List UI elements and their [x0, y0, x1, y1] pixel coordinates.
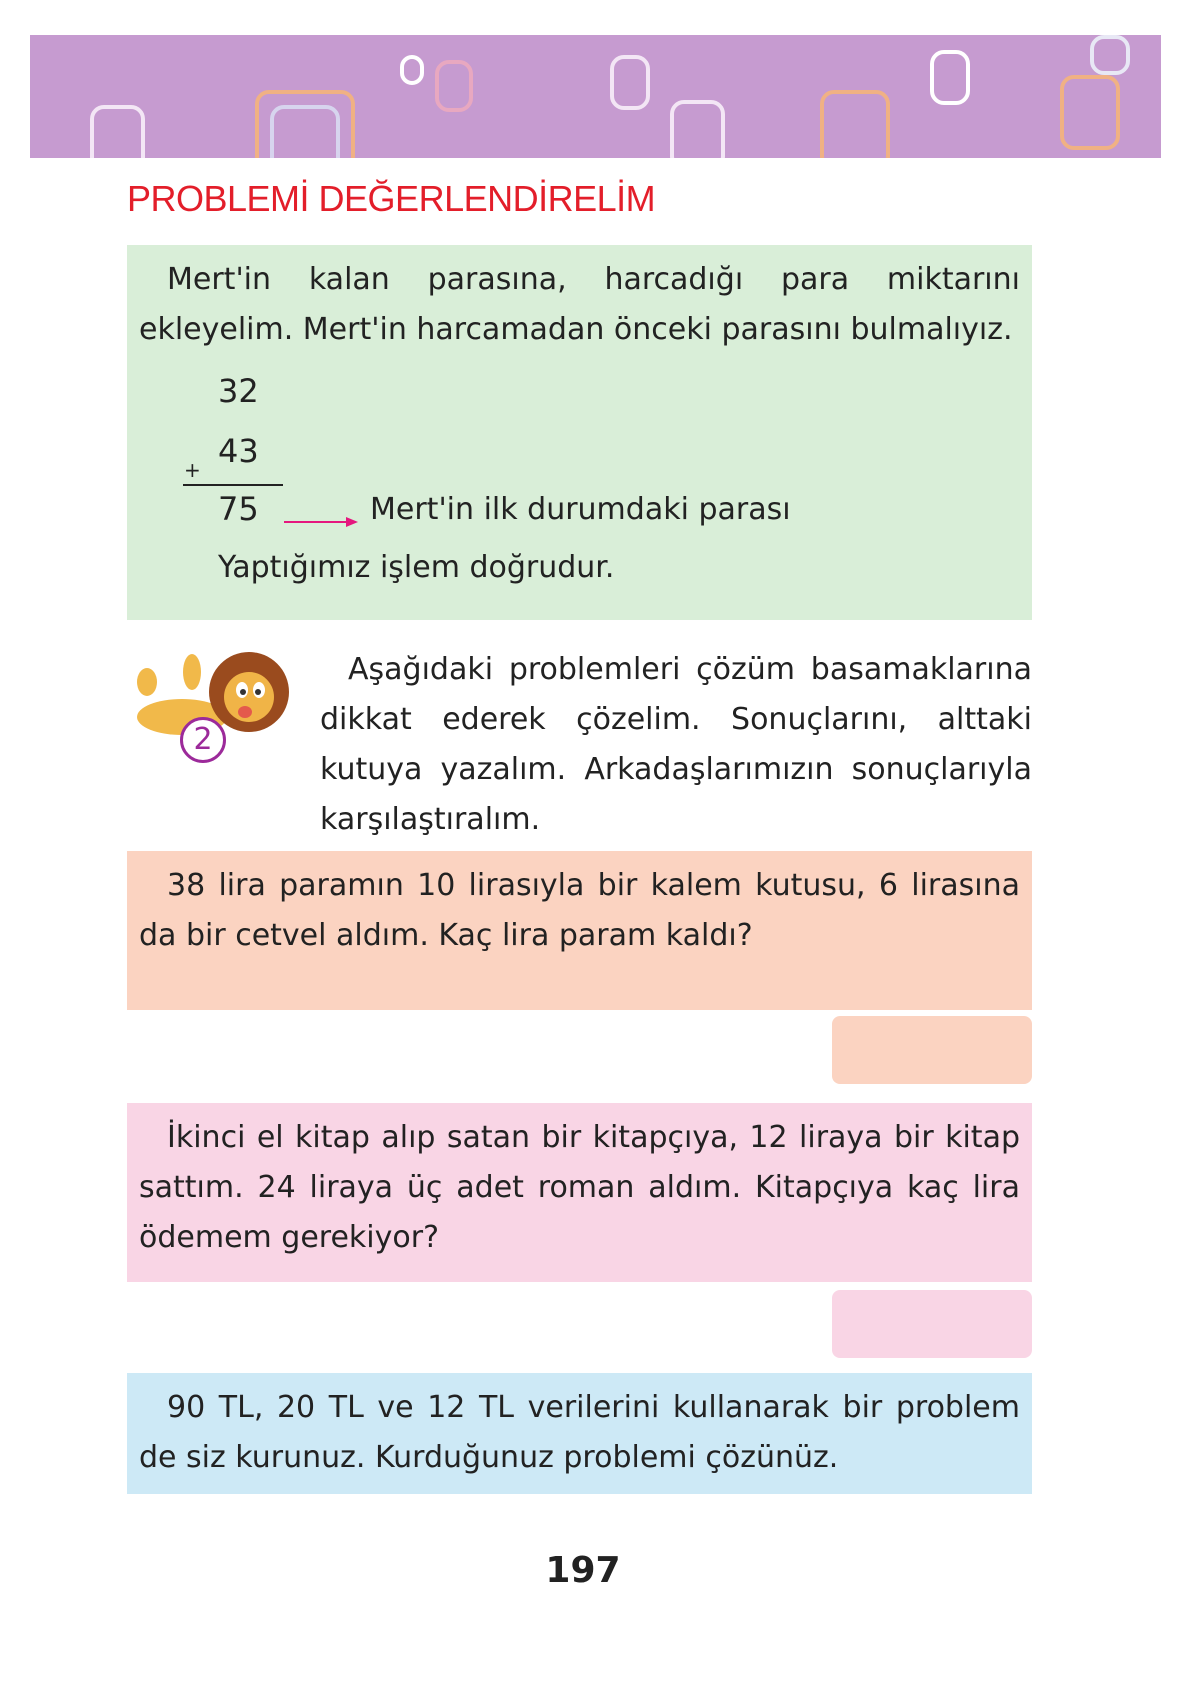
pattern-shape: [1090, 35, 1130, 75]
conclusion: Yaptığımız işlem doğrudur.: [218, 550, 615, 585]
evaluation-text: Mert'in kalan parasına, harcadığı para miktarını ekleyelim. Mert'in harcamadan önceki parasını bulmalıyız.: [139, 262, 1020, 347]
pattern-shape: [610, 55, 650, 110]
pattern-shape: [400, 55, 424, 85]
addend-2: 43: [218, 432, 259, 470]
problem-text: 90 TL, 20 TL ve 12 TL verilerini kullanarak bir problem de siz kurunuz. Kurduğunuz problemi çözünüz.: [139, 1390, 1020, 1475]
sum-line: [183, 484, 283, 486]
plus-sign: +: [184, 458, 201, 482]
pattern-shape: [270, 105, 340, 158]
section-title: PROBLEMİ DEĞERLENDİRELİM: [127, 178, 656, 219]
arrow-icon: [284, 515, 359, 529]
pattern-shape: [930, 50, 970, 105]
addend-1: 32: [218, 372, 259, 410]
answer-box-2[interactable]: [832, 1290, 1032, 1358]
pattern-shape: [435, 60, 473, 112]
problem-box-2: [127, 1103, 1032, 1282]
sum-label: Mert'in ilk durumdaki parası: [370, 492, 791, 527]
instructions-text: Aşağıdaki problemleri çözüm basamaklarına dikkat ederek çözelim. Sonuçlarını, alttaki kutuya yazalım. Arkadaşlarımızın sonuçlarıyla karşılaştıralım.: [320, 652, 1032, 837]
problem-text: 38 lira paramın 10 lirasıyla bir kalem kutusu, 6 lirasına da bir cetvel aldım. Kaç lira param kaldı?: [139, 868, 1020, 953]
pattern-shape: [1060, 75, 1120, 150]
problem-box-3: [127, 1373, 1032, 1494]
pattern-shape: [670, 100, 725, 158]
pattern-shape: [90, 105, 145, 158]
problem-text: İkinci el kitap alıp satan bir kitapçıya, 12 liraya bir kitap sattım. 24 liraya üç adet roman aldım. Kitapçıya kaç lira ödemem gerekiyor?: [139, 1120, 1020, 1255]
decorative-banner: [30, 35, 1161, 158]
pattern-shape: [820, 90, 890, 158]
page-number: 197: [545, 1550, 621, 1591]
sum: 75: [218, 490, 259, 528]
problem-number-badge: 2: [180, 717, 226, 763]
problem-box-1: [127, 851, 1032, 1010]
answer-box-1[interactable]: [832, 1016, 1032, 1084]
